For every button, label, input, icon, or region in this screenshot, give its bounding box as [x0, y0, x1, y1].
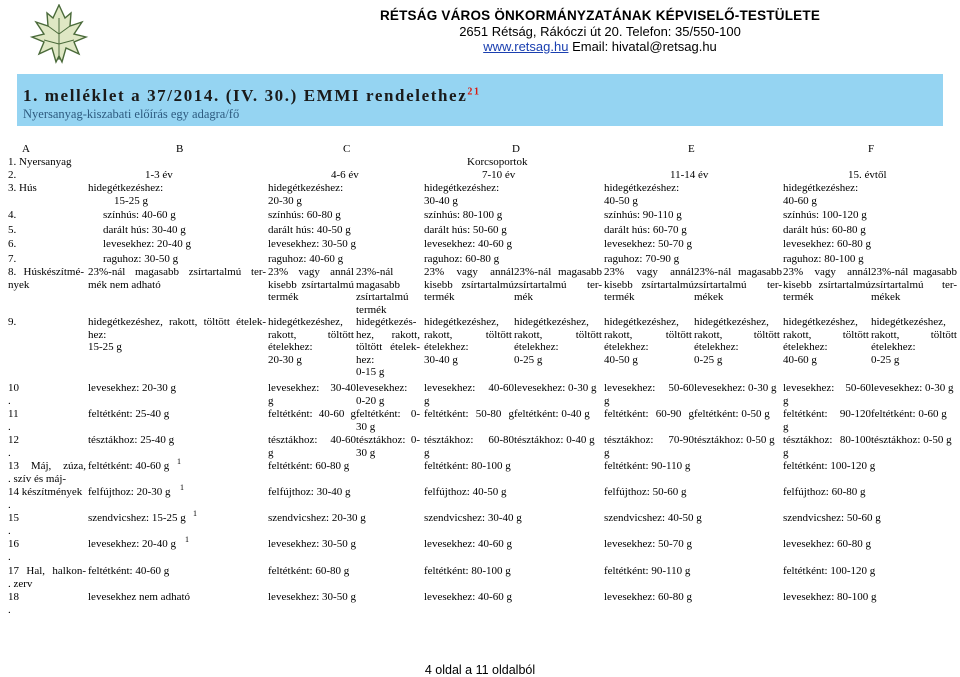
- age-7-10: 7-10 év: [482, 169, 516, 181]
- row-9-4-6-high: hez, rakott,: [356, 328, 420, 341]
- row-8-15-high: zsírtartalmú ter-: [871, 278, 957, 291]
- row-15-4-6: szendvicshez: 20-30 g: [268, 512, 366, 524]
- row-9-1-3: 15-25 g: [88, 341, 122, 354]
- row-12-1-3: tésztákhoz: 25-40 g: [88, 434, 175, 446]
- row-4-1-3: színhús: 40-60 g: [103, 209, 176, 221]
- column-letter-b: B: [176, 143, 184, 155]
- footnote-ref-row-15[interactable]: 1: [193, 509, 197, 518]
- row-8-7-10-low: kisebb zsírtartalmú: [424, 278, 514, 291]
- row-7-15: raguhoz: 80-100 g: [783, 253, 864, 265]
- email-text: Email: hivatal@retsag.hu: [572, 39, 717, 54]
- row-11-4-6-high: feltétként: 0-: [356, 408, 420, 420]
- row-9-11-14-low: 40-50 g: [604, 353, 638, 366]
- row-9-15-low: ételekhez:: [783, 341, 828, 354]
- row-10-label: 10: [8, 382, 19, 394]
- age-11-14: 11-14 év: [670, 169, 709, 181]
- row-12-4-6-high: tésztákhoz: 0-: [356, 434, 420, 446]
- row-9-15-low: hidegétkezéshez,: [783, 316, 858, 328]
- row-10-4-6-high: levesekhez:: [356, 382, 408, 394]
- row-4-15: színhús: 100-120 g: [783, 209, 867, 221]
- row-10-1-3: levesekhez: 20-30 g: [88, 382, 176, 394]
- row-16-15: levesekhez: 60-80 g: [783, 538, 871, 550]
- row-8-7-10-high: mék: [514, 291, 533, 304]
- column-letter-f: F: [868, 143, 875, 155]
- row-14-4-6: felfújthoz: 30-40 g: [268, 486, 351, 498]
- row-12-15-low: tésztákhoz: 80-100: [783, 434, 871, 446]
- footnote-ref-row-13[interactable]: 1: [177, 457, 181, 466]
- row-12-4-6-low: g: [268, 446, 274, 459]
- meat-cold-15: hidegétkezéshez:: [783, 182, 859, 194]
- row-8-1-3: mék nem adható: [88, 278, 161, 291]
- row-8-7-10-low: 23% vagy annál: [424, 266, 514, 278]
- row-9-11-14-high: ételekhez:: [694, 341, 739, 354]
- row-8-11-14-low: 23% vagy annál: [604, 266, 694, 278]
- row-16-label: .: [8, 550, 11, 563]
- row-11-15-low: g: [783, 420, 789, 433]
- meat-cold-11-14-value: 40-50 g: [604, 195, 638, 207]
- row-9-label: 9.: [8, 316, 17, 328]
- row-10-15-low: g: [783, 394, 789, 407]
- row-8-4-6-low: kisebb zsírtartalmú: [268, 278, 354, 291]
- meat-cold-4-6: hidegétkezéshez:: [268, 182, 344, 194]
- row-13-label: 13 Máj, zúza,: [8, 460, 86, 472]
- row-12-15-low: g: [783, 446, 789, 459]
- row-9-1-3: hidegétkezéshez, rakott, töltött ételek-: [88, 316, 266, 328]
- row-17-15: feltétként: 100-120 g: [783, 565, 876, 577]
- row-6-4-6: levesekhez: 30-50 g: [268, 238, 356, 250]
- title-band: [17, 74, 943, 126]
- row-15-label: 15: [8, 512, 19, 524]
- row-8-7-10-high: 23%-nál magasabb: [514, 266, 602, 278]
- row-12-11-14-high: tésztákhoz: 0-50 g: [694, 434, 775, 446]
- row-9-11-14-low: hidegétkezéshez,: [604, 316, 679, 328]
- row-9-7-10-low: 30-40 g: [424, 353, 458, 366]
- row-5-label: 5.: [8, 224, 17, 236]
- row-13-4-6: feltétként: 60-80 g: [268, 460, 350, 472]
- row-18-1-3: levesekhez nem adható: [88, 591, 191, 603]
- website-link[interactable]: www.retsag.hu: [483, 39, 569, 54]
- row-9-15-high: 0-25 g: [871, 353, 900, 366]
- row-8-11-14-high: zsírtartalmú ter-: [694, 278, 782, 291]
- row-4-7-10: színhús: 80-100 g: [424, 209, 503, 221]
- row-14-label: 14 készítmények: [8, 486, 83, 498]
- row-6-11-14: levesekhez: 50-70 g: [604, 238, 692, 250]
- row-10-11-14-low: levesekhez: 50-60: [604, 382, 694, 394]
- row-11-4-6-low: feltétként: 40-60 g: [268, 408, 356, 420]
- row-9-1-3: hez:: [88, 328, 107, 341]
- row-12-7-10-low: g: [424, 446, 430, 459]
- page-footer: 4 oldal a 11 oldalból: [424, 663, 536, 677]
- meat-cold-11-14: hidegétkezéshez:: [604, 182, 680, 194]
- row-12-label: .: [8, 446, 11, 459]
- row-15-label: .: [8, 524, 11, 537]
- row-15-11-14: szendvicshez: 40-50 g: [604, 512, 702, 524]
- row-9-7-10-high: ételekhez:: [514, 341, 559, 354]
- row-11-11-14-high: feltétként: 0-50 g: [694, 408, 770, 420]
- row-8-4-6-high: zsírtartalmú: [356, 291, 409, 304]
- row-8-11-14-high: 23%-nál magasabb: [694, 266, 782, 278]
- row-12-11-14-low: tésztákhoz: 70-90: [604, 434, 694, 446]
- row-9-15-high: rakott, töltött: [871, 328, 957, 341]
- row-9-7-10-low: rakott, töltött: [424, 328, 512, 341]
- row-8-11-14-low: termék: [604, 291, 635, 304]
- row-3-label: 3. Hús: [8, 182, 37, 194]
- row-9-4-6-low: 20-30 g: [268, 353, 302, 366]
- row-5-11-14: darált hús: 60-70 g: [604, 224, 687, 236]
- row-7-11-14: raguhoz: 70-90 g: [604, 253, 680, 265]
- row-13-11-14: feltétként: 90-110 g: [604, 460, 691, 472]
- row-10-7-10-high: levesekhez: 0-30 g: [514, 382, 597, 394]
- row-16-1-3: levesekhez: 20-40 g: [88, 538, 176, 550]
- row-16-label: 16: [8, 538, 19, 550]
- age-15-plus: 15. évtől: [848, 169, 887, 181]
- org-info: [240, 8, 960, 54]
- retsag-coat-of-arms-logo: [28, 4, 90, 66]
- row-12-4-6-low: tésztákhoz: 40-60: [268, 434, 356, 446]
- row-5-1-3: darált hús: 30-40 g: [103, 224, 186, 236]
- row-10-label: .: [8, 394, 11, 407]
- letterhead: [0, 0, 960, 72]
- org-address: 2651 Rétság, Rákóczi út 20. Telefon: 35/550-100: [459, 24, 741, 39]
- row-8-label: nyek: [8, 278, 30, 291]
- footnote-ref-row-16[interactable]: 1: [185, 535, 189, 544]
- column-letter-c: C: [343, 143, 351, 155]
- row-4-4-6: színhús: 60-80 g: [268, 209, 341, 221]
- row-10-11-14-low: g: [604, 394, 610, 407]
- row-11-label: .: [8, 420, 11, 433]
- row-8-4-6-low: 23% vagy annál: [268, 266, 354, 278]
- row-11-11-14-low: feltétként: 60-90 g: [604, 408, 694, 420]
- row-8-7-10-high: zsírtartalmú ter-: [514, 278, 602, 291]
- row-8-4-6-high: termék: [356, 303, 387, 316]
- row-4-11-14: színhús: 90-110 g: [604, 209, 682, 221]
- row-16-4-6: levesekhez: 30-50 g: [268, 538, 356, 550]
- meat-cold-7-10-value: 30-40 g: [424, 195, 458, 207]
- row-12-label: 12: [8, 434, 19, 446]
- row-9-11-14-high: hidegétkezéshez,: [694, 316, 769, 328]
- row-1-label: 1. Nyersanyag: [8, 156, 72, 168]
- row-12-15-high: tésztákhoz: 0-50 g: [871, 434, 952, 446]
- column-letter-e: E: [688, 143, 695, 155]
- row-7-label: 7.: [8, 253, 17, 265]
- row-5-4-6: darált hús: 40-50 g: [268, 224, 351, 236]
- row-18-label: 18: [8, 591, 19, 603]
- row-8-7-10-low: termék: [424, 291, 455, 304]
- row-8-4-6-high: 23%-nál: [356, 266, 394, 278]
- row-9-4-6-low: rakott, töltött: [268, 328, 354, 341]
- row-12-4-6-high: 30 g: [356, 446, 376, 459]
- row-9-4-6-high: hez:: [356, 353, 375, 366]
- row-8-4-6-low: termék: [268, 291, 299, 304]
- row-9-11-14-high: 0-25 g: [694, 353, 723, 366]
- row-9-4-6-high: töltött ételek-: [356, 341, 420, 354]
- row-11-7-10-low: feltétként: 50-80 g: [424, 408, 514, 420]
- row-13-1-3: feltétként: 40-60 g: [88, 460, 170, 472]
- row-9-11-14-low: ételekhez:: [604, 341, 649, 354]
- row-14-1-3: felfújthoz: 20-30 g: [88, 486, 171, 498]
- row-10-4-6-low: g: [268, 394, 274, 407]
- row-8-15-low: kisebb zsírtartalmú: [783, 278, 871, 291]
- row-6-label: 6.: [8, 238, 17, 250]
- footnote-ref-row-14[interactable]: 1: [180, 483, 184, 492]
- row-9-15-high: hidegétkezéshez,: [871, 316, 946, 328]
- row-8-11-14-low: kisebb zsírtartalmú: [604, 278, 694, 291]
- row-14-15: felfújthoz: 60-80 g: [783, 486, 866, 498]
- row-10-4-6-low: levesekhez: 30-40: [268, 382, 356, 394]
- row-6-15: levesekhez: 60-80 g: [783, 238, 871, 250]
- row-14-7-10: felfújthoz: 40-50 g: [424, 486, 507, 498]
- row-11-label: 11: [8, 408, 19, 420]
- row-13-7-10: feltétként: 80-100 g: [424, 460, 511, 472]
- row-18-4-6: levesekhez: 30-50 g: [268, 591, 356, 603]
- row-8-1-3: 23%-nál magasabb zsírtartalmú ter-: [88, 266, 266, 278]
- row-8-15-low: termék: [783, 291, 814, 304]
- row-18-7-10: levesekhez: 40-60 g: [424, 591, 512, 603]
- row-9-7-10-high: 0-25 g: [514, 353, 543, 366]
- row-2-label: 2.: [8, 169, 17, 181]
- row-9-15-low: 40-60 g: [783, 353, 817, 366]
- row-9-7-10-high: hidegétkezéshez,: [514, 316, 589, 328]
- row-14-11-14: felfújthoz: 50-60 g: [604, 486, 687, 498]
- row-11-15-low: feltétként: 90-120: [783, 408, 871, 420]
- age-1-3: 1-3 év: [145, 169, 173, 181]
- row-18-label: .: [8, 603, 11, 616]
- row-15-7-10: szendvicshez: 30-40 g: [424, 512, 522, 524]
- org-name: RÉTSÁG VÁROS ÖNKORMÁNYZATÁNAK KÉPVISELŐ-TESTÜLETE: [379, 8, 821, 23]
- row-16-7-10: levesekhez: 40-60 g: [424, 538, 512, 550]
- row-17-1-3: feltétként: 40-60 g: [88, 565, 170, 577]
- row-9-4-6-high: hidegétkezés-: [356, 316, 417, 328]
- row-9-15-low: rakott, töltött: [783, 328, 869, 341]
- annex-subtitle: Nyersanyag-kiszabati előírás egy adagra/fő: [23, 107, 240, 121]
- row-7-1-3: raguhoz: 30-50 g: [103, 253, 179, 265]
- row-9-7-10-low: hidegétkezéshez,: [424, 316, 499, 328]
- row-9-4-6-low: ételekhez:: [268, 341, 313, 354]
- column-letter-a: A: [22, 143, 30, 155]
- row-8-4-6-high: magasabb: [356, 278, 400, 291]
- row-12-11-14-low: g: [604, 446, 610, 459]
- row-6-1-3: levesekhez: 20-40 g: [103, 238, 191, 250]
- row-13-label: . szív és máj-: [8, 472, 67, 485]
- row-9-4-6-low: hidegétkezéshez,: [268, 316, 343, 328]
- meat-cold-15-value: 40-60 g: [783, 195, 817, 207]
- meat-cold-4-6-value: 20-30 g: [268, 195, 302, 207]
- row-7-7-10: raguhoz: 60-80 g: [424, 253, 500, 265]
- row-10-7-10-low: levesekhez: 40-60: [424, 382, 514, 394]
- row-9-15-high: ételekhez:: [871, 341, 916, 354]
- row-17-4-6: feltétként: 60-80 g: [268, 565, 350, 577]
- age-groups-header: Korcsoportok: [467, 156, 528, 168]
- row-17-label: 17 Hal, halkon-: [8, 565, 86, 577]
- row-8-label: 8. Húskészítmé-: [8, 266, 84, 278]
- row-8-15-high: mékek: [871, 291, 901, 304]
- row-10-4-6-high: 0-20 g: [356, 394, 385, 407]
- row-11-7-10-high: feltétként: 0-40 g: [514, 408, 590, 420]
- row-10-7-10-low: g: [424, 394, 430, 407]
- row-18-15: levesekhez: 80-100 g: [783, 591, 877, 603]
- row-12-7-10-high: tésztákhoz: 0-40 g: [514, 434, 595, 446]
- row-9-11-14-high: rakott, töltött: [694, 328, 780, 341]
- row-4-label: 4.: [8, 209, 17, 221]
- footnote-ref[interactable]: 21: [467, 86, 481, 98]
- row-7-4-6: raguhoz: 40-60 g: [268, 253, 344, 265]
- row-17-11-14: feltétként: 90-110 g: [604, 565, 691, 577]
- row-10-15-low: levesekhez: 50-60: [783, 382, 871, 394]
- row-17-label: . zerv: [8, 577, 33, 590]
- row-9-7-10-low: ételekhez:: [424, 341, 469, 354]
- row-9-11-14-low: rakott, töltött: [604, 328, 692, 341]
- row-6-7-10: levesekhez: 40-60 g: [424, 238, 512, 250]
- meat-cold-7-10: hidegétkezéshez:: [424, 182, 500, 194]
- row-16-11-14: levesekhez: 50-70 g: [604, 538, 692, 550]
- row-8-15-low: 23% vagy annál: [783, 266, 871, 278]
- meat-cold-1-3: hidegétkezéshez:: [88, 182, 164, 194]
- meat-cold-1-3-value: 15-25 g: [114, 195, 148, 207]
- row-10-15-high: levesekhez: 0-30 g: [871, 382, 954, 394]
- row-5-7-10: darált hús: 50-60 g: [424, 224, 507, 236]
- row-17-7-10: feltétként: 80-100 g: [424, 565, 511, 577]
- row-18-11-14: levesekhez: 60-80 g: [604, 591, 692, 603]
- age-4-6: 4-6 év: [331, 169, 359, 181]
- row-5-15: darált hús: 60-80 g: [783, 224, 866, 236]
- row-13-15: feltétként: 100-120 g: [783, 460, 876, 472]
- row-14-label: .: [8, 498, 11, 511]
- column-letter-d: D: [512, 143, 520, 155]
- row-9-7-10-high: rakott, töltött: [514, 328, 602, 341]
- row-9-4-6-high: 0-15 g: [356, 366, 385, 379]
- row-11-4-6-high: 30 g: [356, 420, 376, 433]
- row-11-15-high: feltétként: 0-60 g: [871, 408, 947, 420]
- row-12-7-10-low: tésztákhoz: 60-80: [424, 434, 514, 446]
- row-15-1-3: szendvicshez: 15-25 g: [88, 512, 186, 524]
- row-11-1-3: feltétként: 25-40 g: [88, 408, 170, 420]
- org-contact: [240, 39, 960, 54]
- row-8-15-high: 23%-nál magasabb: [871, 266, 957, 278]
- row-15-15: szendvicshez: 50-60 g: [783, 512, 881, 524]
- row-10-11-14-high: levesekhez: 0-30 g: [694, 382, 777, 394]
- row-8-11-14-high: mékek: [694, 291, 724, 304]
- annex-title: 1. melléklet a 37/2014. (IV. 30.) EMMI rendelethez$^{21}$: [23, 86, 481, 105]
